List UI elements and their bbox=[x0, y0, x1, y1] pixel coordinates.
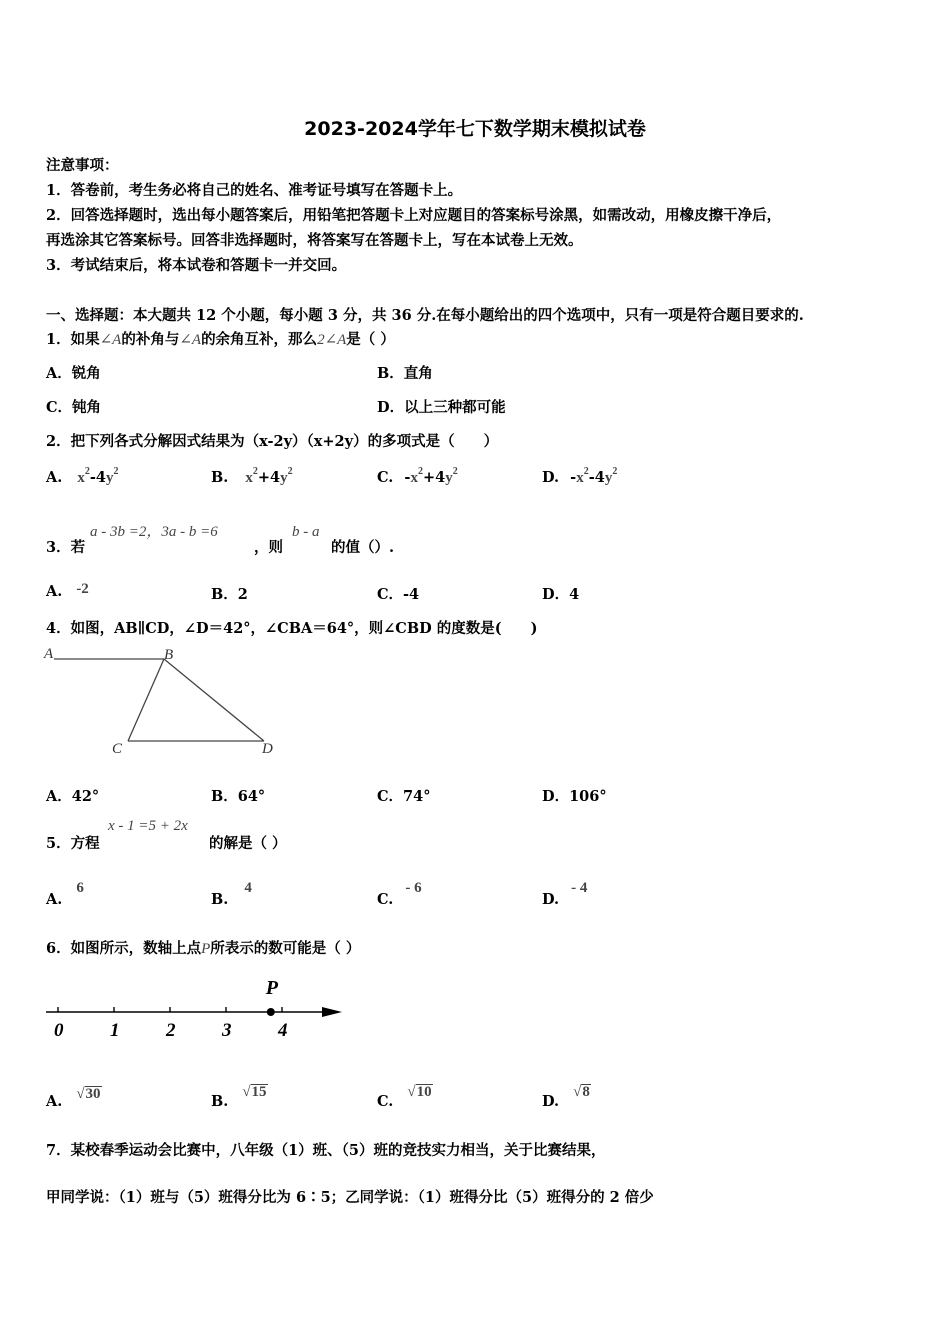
q2-d-exp: 2 bbox=[583, 466, 589, 477]
q6-c-value bbox=[407, 1084, 432, 1100]
q2-d-op: -4 bbox=[588, 469, 605, 486]
tick-label-4: 4 bbox=[278, 1020, 288, 1041]
q3-text-3: 的值（）. bbox=[331, 539, 395, 556]
q5-c-value: - 6 bbox=[405, 880, 422, 896]
point-p bbox=[267, 1008, 275, 1016]
q5-text-1: 5．方程 bbox=[46, 835, 100, 852]
q4-figure bbox=[40, 642, 290, 760]
sqrt-icon: √ bbox=[407, 1084, 416, 1100]
q3-option-a[interactable] bbox=[46, 583, 89, 601]
q3-text-2: ，则 bbox=[254, 539, 283, 556]
tick-label-3: 3 bbox=[222, 1020, 232, 1041]
number-line bbox=[40, 968, 350, 1044]
note-1: 1．答卷前，考生务必将自己的姓名、准考证号填写在答题卡上。 bbox=[46, 182, 463, 199]
note-2: 2．回答选择题时，选出每小题答案后，用铅笔把答题卡上对应题目的答案标号涂黑，如需改动，用橡皮擦干净后， bbox=[46, 207, 782, 224]
q4-option-d[interactable]: D．106° bbox=[542, 788, 607, 805]
q6-label-a: A. bbox=[46, 1093, 63, 1110]
q3-option-c[interactable]: C．-4 bbox=[377, 586, 420, 603]
q2-a-x: x bbox=[77, 470, 85, 486]
q2-b-yexp: 2 bbox=[287, 466, 293, 477]
q4-option-a[interactable]: A．42° bbox=[46, 788, 100, 805]
q1-text-2: 的补角与 bbox=[121, 331, 180, 348]
q2-d-x: x bbox=[576, 470, 584, 486]
q2-b-x: x bbox=[245, 470, 253, 486]
q2-option-d[interactable] bbox=[542, 466, 617, 487]
section-heading: 一、选择题：本大题共 12 个小题，每小题 3 分，共 36 分.在每小题给出的四个选项中，只有一项是符合题目要求的. bbox=[46, 307, 804, 324]
page-title: 2023-2024学年七下数学期末模拟试卷 bbox=[304, 118, 646, 140]
q5-equation: x - 1 =5 + 2x bbox=[108, 818, 188, 834]
label-c: C bbox=[112, 741, 123, 757]
q1-option-b[interactable]: B．直角 bbox=[377, 365, 433, 382]
q6-math-p: P bbox=[201, 941, 211, 957]
q6-text-1: 6．如图所示，数轴上点 bbox=[46, 940, 202, 957]
q1-option-d[interactable]: D．以上三种都可能 bbox=[377, 399, 506, 416]
q1-text-3: 的余角互补，那么 bbox=[201, 331, 318, 348]
q3-option-b[interactable]: B．2 bbox=[211, 586, 248, 603]
q6-option-b[interactable] bbox=[211, 1084, 267, 1111]
q1-option-c[interactable]: C．钝角 bbox=[46, 399, 102, 416]
q2-a-yexp: 2 bbox=[113, 466, 119, 477]
question-6-stem bbox=[46, 937, 360, 958]
q5-option-b[interactable] bbox=[211, 880, 252, 909]
q1-math-1: ∠A bbox=[99, 332, 122, 348]
tick-label-2: 2 bbox=[166, 1020, 176, 1041]
q2-b-exp: 2 bbox=[252, 466, 258, 477]
q2-d-neg: - bbox=[570, 469, 577, 486]
q5-label-d: D. bbox=[542, 891, 560, 908]
q2-c-x: x bbox=[410, 470, 418, 486]
q3-a-value: -2 bbox=[76, 581, 89, 597]
q2-b-y: y bbox=[280, 470, 288, 486]
sqrt-icon: √ bbox=[242, 1084, 251, 1100]
q6-option-d[interactable] bbox=[542, 1084, 590, 1111]
q5-label-c: C. bbox=[377, 891, 394, 908]
q3-option-d[interactable]: D．4 bbox=[542, 586, 580, 603]
q2-a-y: y bbox=[105, 470, 114, 486]
q2-d-y: y bbox=[604, 470, 613, 486]
q6-label-b: B. bbox=[211, 1093, 229, 1110]
q2-a-exp: 2 bbox=[84, 466, 90, 477]
q6-option-a[interactable] bbox=[46, 1086, 101, 1111]
q2-label-b: B. bbox=[211, 469, 229, 486]
q1-math-3: 2∠A bbox=[317, 332, 347, 348]
q5-option-c[interactable] bbox=[377, 880, 422, 909]
q6-label-c: C. bbox=[377, 1093, 394, 1110]
q2-label-a: A. bbox=[46, 469, 63, 486]
q2-label-c: C. bbox=[377, 469, 394, 486]
q2-c-yexp: 2 bbox=[452, 466, 458, 477]
q5-label-a: A. bbox=[46, 891, 63, 908]
q4-option-c[interactable]: C．74° bbox=[377, 788, 431, 805]
q2-b-op: +4 bbox=[257, 469, 281, 486]
label-a: A bbox=[44, 646, 54, 662]
question-2-stem: 2．把下列各式分解因式结果为（x-2y）（x+2y）的多项式是（ ） bbox=[46, 433, 499, 450]
q1-option-a[interactable]: A．锐角 bbox=[46, 365, 101, 382]
q5-label-b: B. bbox=[211, 891, 229, 908]
q2-option-c[interactable] bbox=[377, 466, 458, 487]
q3-math-condition: a - 3b =2，3a - b =6 bbox=[90, 524, 218, 540]
q2-label-d: D. bbox=[542, 469, 560, 486]
segment-bc bbox=[128, 659, 164, 741]
axis-arrow-icon bbox=[322, 1007, 342, 1017]
q2-c-neg: - bbox=[404, 469, 411, 486]
q5-a-value: 6 bbox=[76, 880, 84, 896]
q6-b-radicand: 15 bbox=[251, 1084, 267, 1100]
label-b: B bbox=[164, 647, 174, 663]
notes-heading: 注意事项： bbox=[46, 157, 119, 174]
q2-c-y: y bbox=[445, 470, 453, 486]
note-2-cont: 再选涂其它答案标号。回答非选择题时，将答案写在答题卡上，写在本试卷上无效。 bbox=[46, 232, 583, 249]
q6-d-radicand: 8 bbox=[582, 1084, 590, 1100]
q6-a-value bbox=[76, 1086, 101, 1102]
q6-label-d: D. bbox=[542, 1093, 560, 1110]
q1-text-1: 1．如果 bbox=[46, 331, 100, 348]
q2-c-exp: 2 bbox=[417, 466, 423, 477]
note-3: 3．考试结束后，将本试卷和答题卡一并交回。 bbox=[46, 257, 347, 274]
q4-option-b[interactable]: B．64° bbox=[211, 788, 266, 805]
q6-d-value bbox=[573, 1084, 591, 1100]
tick-label-0: 0 bbox=[54, 1020, 64, 1041]
question-7-line-1: 7．某校春季运动会比赛中，八年级（1）班、（5）班的竞技实力相当，关于比赛结果， bbox=[46, 1142, 606, 1159]
q3-label-a: A. bbox=[46, 583, 63, 600]
q3-text-1: 3．若 bbox=[46, 539, 86, 556]
q6-c-radicand: 10 bbox=[416, 1084, 432, 1100]
segment-bd bbox=[164, 659, 264, 741]
q6-a-radicand: 30 bbox=[85, 1086, 101, 1102]
q5-option-a[interactable] bbox=[46, 880, 84, 909]
q5-b-value: 4 bbox=[244, 880, 252, 896]
sqrt-icon: √ bbox=[573, 1084, 582, 1100]
q2-option-b[interactable] bbox=[211, 466, 293, 487]
q5-d-value: - 4 bbox=[571, 880, 588, 896]
tick-label-1: 1 bbox=[110, 1020, 120, 1041]
q5-option-d[interactable] bbox=[542, 880, 588, 909]
q2-c-op: +4 bbox=[422, 469, 446, 486]
question-7-line-2: 甲同学说：（1）班与（5）班得分比为 6∶5；乙同学说：（1）班得分比（5）班得分的 2 倍少 bbox=[46, 1189, 654, 1206]
label-d: D bbox=[262, 741, 273, 757]
q6-b-value bbox=[242, 1084, 267, 1100]
q2-option-a[interactable] bbox=[46, 466, 118, 487]
question-4-stem: 4．如图，AB∥CD，∠D＝42°，∠CBA＝64°，则∠CBD 的度数是( ) bbox=[46, 620, 538, 637]
q1-math-2: ∠A bbox=[179, 332, 202, 348]
q1-text-4: 是（ ） bbox=[346, 331, 395, 348]
q2-d-yexp: 2 bbox=[612, 466, 618, 477]
question-1-stem bbox=[46, 328, 395, 349]
point-p-label: P bbox=[265, 977, 279, 999]
q5-text-2: 的解是（ ） bbox=[209, 835, 287, 852]
q2-a-op: -4 bbox=[89, 469, 106, 486]
q3-math-expression: b - a bbox=[292, 524, 320, 540]
sqrt-icon: √ bbox=[76, 1086, 85, 1102]
q6-text-2: 所表示的数可能是（ ） bbox=[210, 940, 361, 957]
q6-option-c[interactable] bbox=[377, 1084, 432, 1111]
